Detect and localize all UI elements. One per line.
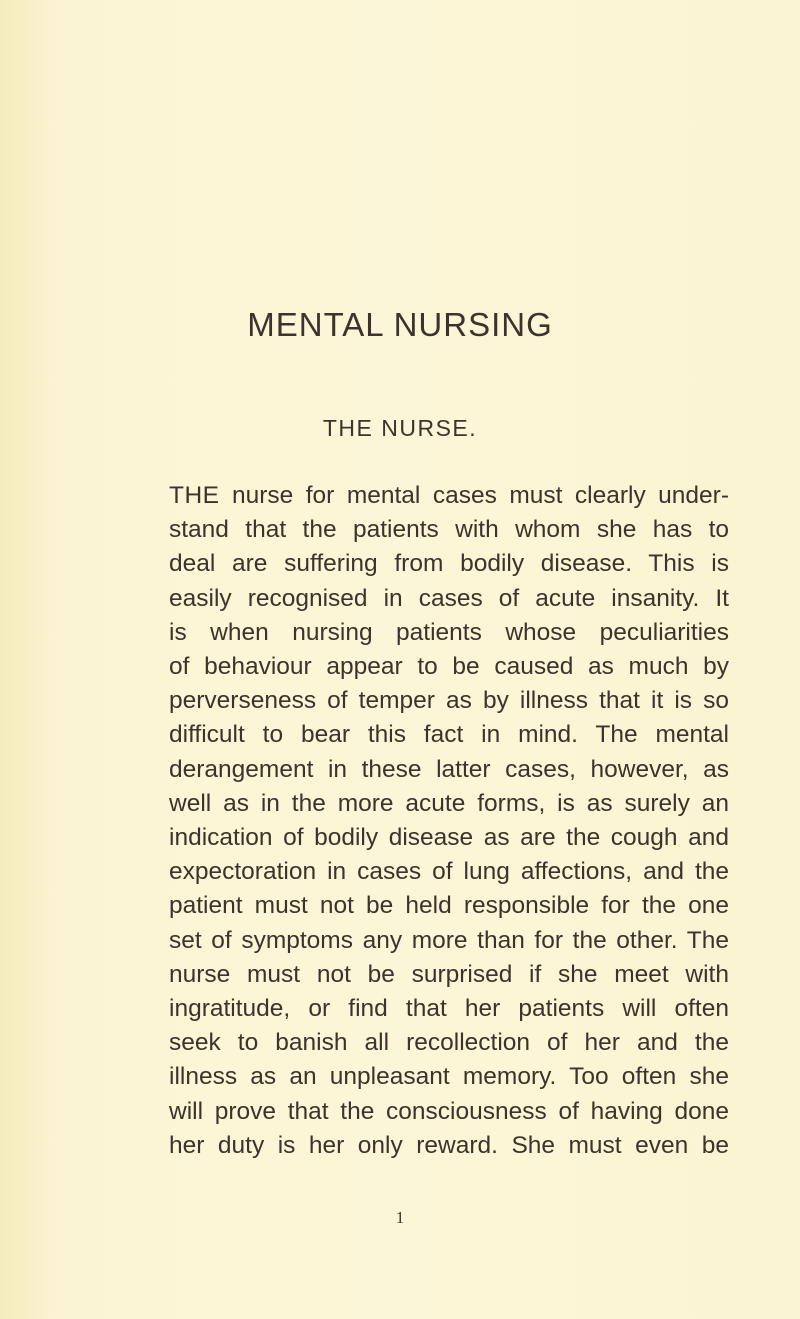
paragraph-line: patient must not be held responsible for the one xyxy=(169,892,729,920)
paragraph-line: difficult to bear this fact in mind. The mental xyxy=(169,721,729,749)
paragraph-first-word: THE xyxy=(169,482,220,509)
paragraph-line: her duty is her only reward. She must even be xyxy=(169,1131,729,1159)
paragraph-line: stand that the patients with whom she has to xyxy=(169,516,729,544)
paragraph-line: ingratitude, or find that her patients will often xyxy=(169,995,729,1023)
paragraph-line: THE nurse for mental cases must clearly under- xyxy=(169,482,729,509)
paragraph-line: perverseness of temper as by illness that it is so xyxy=(169,687,729,715)
section-title: THE NURSE. xyxy=(322,415,478,441)
paragraph-line: easily recognised in cases of acute insanity. It xyxy=(169,584,729,612)
paragraph-line: will prove that the consciousness of having done xyxy=(169,1097,729,1125)
paragraph-line: derangement in these latter cases, however, as xyxy=(169,755,729,783)
paragraph-line: expectoration in cases of lung affections, and the xyxy=(169,858,729,886)
paragraph-line: deal are suffering from bodily disease. This is xyxy=(169,550,729,578)
body-paragraph xyxy=(169,479,729,1163)
running-head: MENTAL NURSING xyxy=(247,306,553,343)
paragraph-line: of behaviour appear to be caused as much by xyxy=(169,653,729,681)
paragraph-line: is when nursing patients whose peculiarities xyxy=(169,618,729,646)
paragraph-line: well as in the more acute forms, is as surely an xyxy=(169,789,729,817)
paragraph-line: indication of bodily disease as are the cough and xyxy=(169,824,729,852)
paragraph-line: set of symptoms any more than for the other. The xyxy=(169,926,729,954)
paragraph-line: seek to banish all recollection of her and the xyxy=(169,1029,729,1057)
paragraph-line: illness as an unpleasant memory. Too often she xyxy=(169,1063,729,1091)
paragraph-line: nurse must not be surprised if she meet with xyxy=(169,960,729,988)
page-number: 1 xyxy=(395,1208,405,1227)
